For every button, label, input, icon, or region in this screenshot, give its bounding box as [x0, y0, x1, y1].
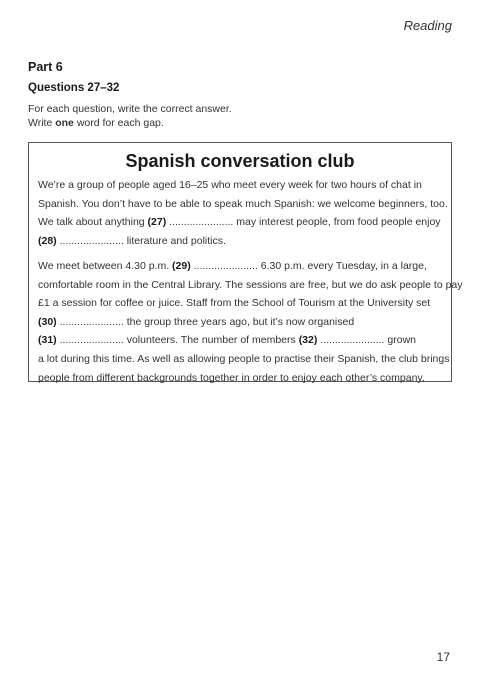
text-segment: may interest people, from food people enjoy [233, 216, 441, 229]
part-title: Part 6 [28, 60, 63, 74]
text-segment: the group three years ago, but it’s now organised [123, 315, 355, 328]
text-line [38, 232, 448, 251]
reading-text-box [28, 142, 463, 384]
text-line: comfortable room in the Central Library. The sessions are free, but we do ask people to pay [38, 278, 463, 291]
gap-29: ...................... [193, 260, 258, 272]
text-line: people from different backgrounds together in order to enjoy each other’s company. [38, 371, 425, 384]
text-segment: literature and politics. [123, 234, 226, 247]
text-segment: We talk about anything [38, 216, 148, 229]
text-segment: grown [384, 334, 416, 347]
text-line [38, 313, 463, 332]
question-30-label: (30) [38, 315, 57, 328]
question-28-label: (28) [38, 234, 57, 247]
questions-range: Questions 27–32 [28, 82, 120, 94]
text-segment: We meet between 4.30 p.m. [38, 260, 173, 272]
text-line [38, 331, 463, 350]
gap-30: ...................... [59, 315, 124, 328]
question-27-label: (27) [147, 216, 167, 229]
question-29-label: (29) [172, 260, 191, 272]
text-line [38, 257, 463, 276]
text-segment: volunteers. The number of members [123, 334, 299, 347]
gap-28: ...................... [59, 234, 124, 247]
instructions [28, 102, 232, 130]
text-line [38, 213, 448, 232]
text-line: Spanish. You don’t have to be able to speak much Spanish: we welcome beginners, too. [38, 197, 448, 210]
page-number: 17 [436, 650, 450, 664]
section-header: Reading [403, 18, 452, 33]
gap-27: ...................... [169, 216, 234, 229]
instruction-text: Write [28, 117, 56, 129]
instruction-text: word for each gap. [73, 117, 164, 129]
text-line: We’re a group of people aged 16–25 who meet every week for two hours of chat in [38, 179, 422, 191]
paragraph-2 [38, 257, 463, 387]
gap-31: ...................... [59, 334, 124, 347]
gap-32: ...................... [320, 334, 385, 347]
question-31-label: (31) [38, 334, 57, 347]
instruction-line-1: For each question, write the correct answer. [28, 103, 232, 115]
text-line: a lot during this time. As well as allowing people to practise their Spanish, the club brings [38, 352, 450, 365]
instruction-line-2 [28, 116, 232, 130]
text-title: Spanish conversation club [125, 151, 355, 171]
paragraph-1 [38, 176, 448, 250]
instruction-emphasis: one [55, 117, 74, 129]
text-line: £1 a session for coffee or juice. Staff from the School of Tourism at the University set [38, 297, 431, 310]
text-segment: 6.30 p.m. every Tuesday, in a large, [257, 260, 427, 272]
question-32-label: (32) [298, 334, 318, 347]
